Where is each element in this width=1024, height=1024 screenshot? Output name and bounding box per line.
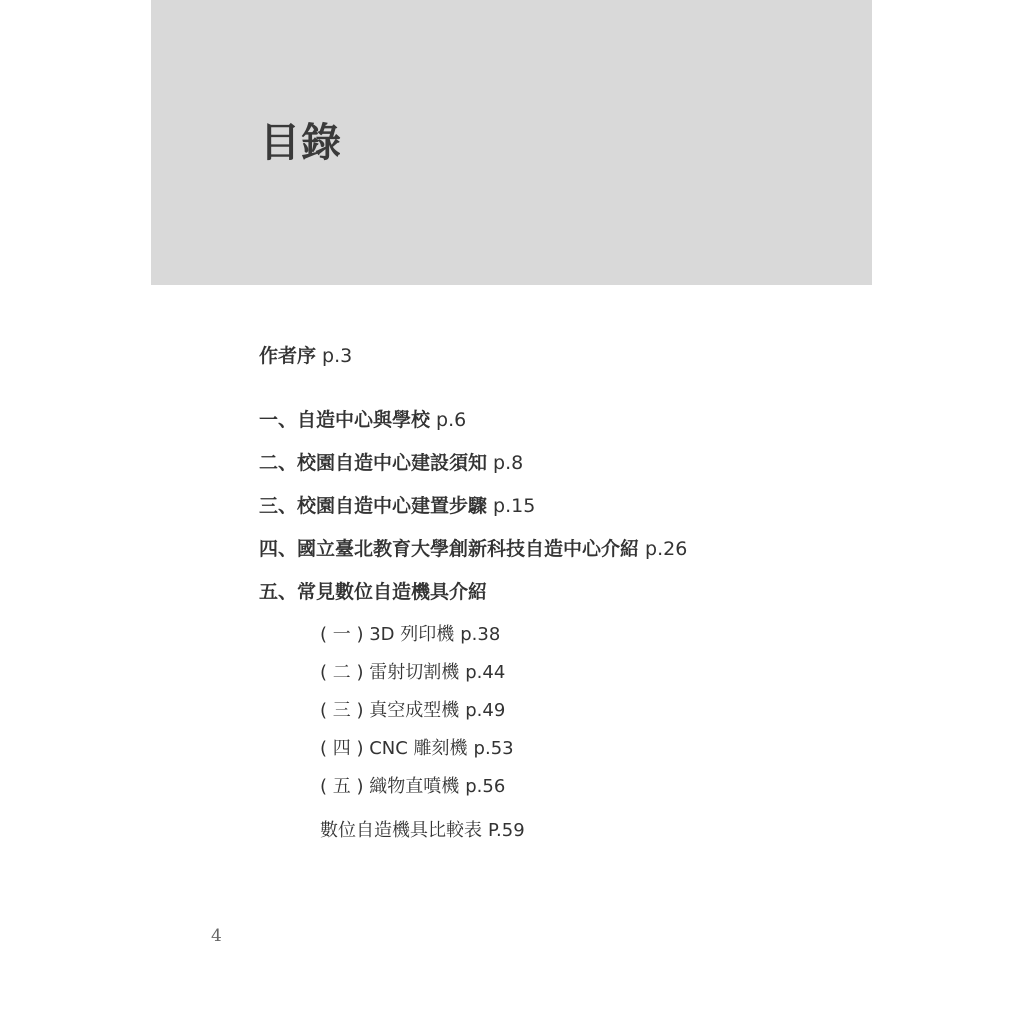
- toc-sub-entry-label: ( 三 ) 真空成型機: [320, 700, 460, 721]
- toc-sub-entry-page: p.53: [473, 738, 514, 759]
- toc-entry-preface[interactable]: [259, 343, 352, 369]
- toc-sub-entry-comparison-table[interactable]: [320, 818, 525, 844]
- toc-entry-chapter-2[interactable]: [259, 450, 523, 476]
- toc-sub-entry-cnc-engraver[interactable]: [320, 736, 514, 762]
- page-title: 目錄: [260, 120, 342, 166]
- toc-entry-page: p.3: [322, 345, 353, 367]
- toc-entry-label: 作者序: [259, 345, 317, 367]
- toc-sub-entry-page: p.49: [465, 700, 506, 721]
- toc-entry-label: 一、自造中心與學校: [259, 409, 431, 431]
- toc-entry-page: p.6: [436, 409, 467, 431]
- toc-entry-chapter-5[interactable]: [259, 579, 487, 605]
- toc-entry-page: p.8: [493, 452, 524, 474]
- toc-sub-entry-page: p.56: [465, 776, 506, 797]
- toc-entry-chapter-3[interactable]: [259, 493, 535, 519]
- toc-entry-page: p.15: [493, 495, 536, 517]
- toc-sub-entry-label: ( 四 ) CNC 雕刻機: [320, 738, 468, 759]
- toc-sub-entry-label: 數位自造機具比較表: [320, 820, 482, 841]
- toc-sub-entry-vacuum-former[interactable]: [320, 698, 505, 724]
- toc-sub-entry-page: P.59: [488, 820, 525, 841]
- toc-entry-chapter-4[interactable]: [259, 536, 687, 562]
- toc-entry-page: p.26: [645, 538, 688, 560]
- toc-sub-entry-page: p.44: [465, 662, 506, 683]
- toc-sub-entry-label: ( 二 ) 雷射切割機: [320, 662, 460, 683]
- toc-sub-entry-label: ( 一 ) 3D 列印機: [320, 624, 455, 645]
- toc-sub-entry-page: p.38: [460, 624, 501, 645]
- toc-sub-entry-fabric-printer[interactable]: [320, 774, 505, 800]
- toc-sub-entry-3d-printer[interactable]: [320, 622, 500, 648]
- toc-entry-label: 三、校園自造中心建置步驟: [259, 495, 488, 517]
- toc-sub-entry-label: ( 五 ) 織物直噴機: [320, 776, 460, 797]
- toc-entry-label: 五、常見數位自造機具介紹: [259, 581, 488, 603]
- toc-entry-label: 二、校園自造中心建設須知: [259, 452, 488, 474]
- page-number: 4: [211, 926, 222, 946]
- toc-entry-label: 四、國立臺北教育大學創新科技自造中心介紹: [259, 538, 640, 560]
- toc-sub-entry-laser-cutter[interactable]: [320, 660, 505, 686]
- toc-entry-chapter-1[interactable]: [259, 407, 466, 433]
